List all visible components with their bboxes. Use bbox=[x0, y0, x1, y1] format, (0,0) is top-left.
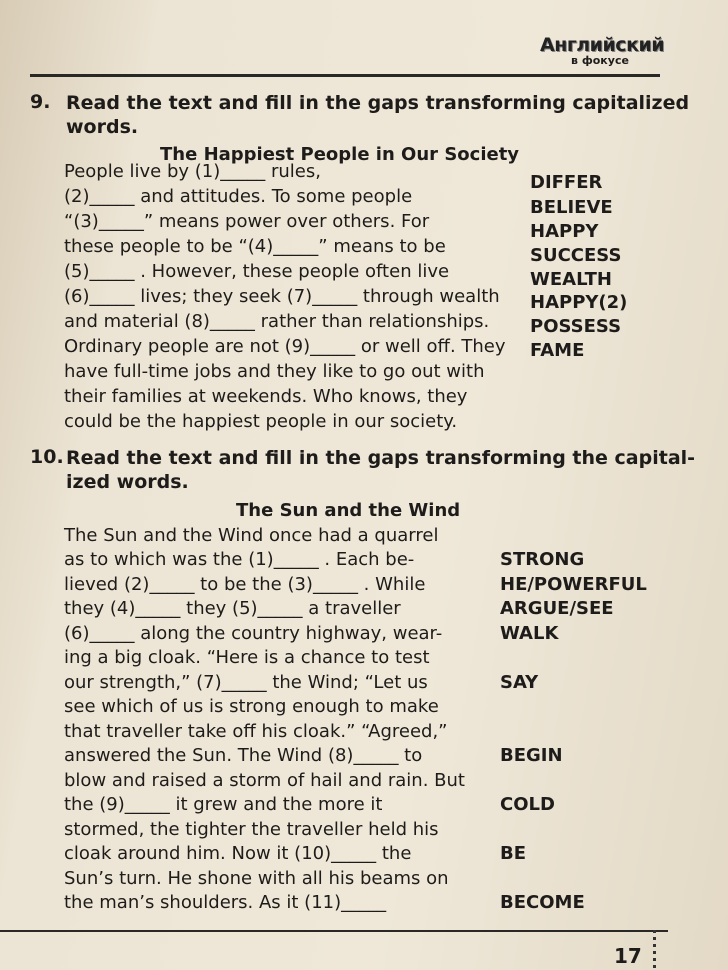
ex9-keyword: WEALTH bbox=[530, 269, 612, 290]
ex10-keyword: COLD bbox=[500, 794, 555, 815]
ex10-text-line: the man’s shoulders. As it (11)_____ bbox=[64, 892, 387, 913]
ex9-keyword: HAPPY(2) bbox=[530, 292, 628, 313]
ex9-keyword: FAME bbox=[530, 340, 585, 361]
ex10-keyword: SAY bbox=[500, 672, 539, 693]
exercise-9-title: The Happiest People in Our Society bbox=[160, 144, 520, 165]
ex10-text-line: The Sun and the Wind once had a quarrel bbox=[64, 525, 439, 546]
ex10-text-line: answered the Sun. The Wind (8)_____ to bbox=[64, 745, 423, 766]
ex9-text-line: (6)_____ lives; they seek (7)_____ through wealth bbox=[64, 286, 500, 307]
ex9-keyword: DIFFER bbox=[530, 172, 603, 193]
binding-dots bbox=[653, 930, 656, 970]
exercise-10-number: 10. bbox=[30, 446, 64, 468]
ex10-text-line: stormed, the tighter the traveller held his bbox=[64, 819, 439, 840]
header-divider bbox=[30, 74, 660, 77]
ex10-text-line: as to which was the (1)_____ . Each be- bbox=[64, 549, 415, 570]
ex10-text-line: the (9)_____ it grew and the more it bbox=[64, 794, 383, 815]
ex10-text-line: cloak around him. Now it (10)_____ the bbox=[64, 843, 412, 864]
ex10-text-line: (6)_____ along the country highway, wear- bbox=[64, 623, 443, 644]
ex10-keyword: WALK bbox=[500, 623, 559, 644]
ex10-keyword: BE bbox=[500, 843, 527, 864]
ex10-keyword: STRONG bbox=[500, 549, 585, 570]
ex10-keyword: HE/POWERFUL bbox=[500, 574, 647, 595]
exercise-9-instruction-line-1: Read the text and fill in the gaps transforming capitalized bbox=[66, 92, 690, 114]
ex9-keyword: POSSESS bbox=[530, 316, 622, 337]
brand-logo bbox=[540, 34, 665, 67]
ex10-keyword: BEGIN bbox=[500, 745, 563, 766]
ex9-text-line: (5)_____ . However, these people often live bbox=[64, 261, 450, 282]
ex9-text-line: People live by (1)_____ rules, bbox=[64, 161, 321, 182]
ex10-keyword: BECOME bbox=[500, 892, 585, 913]
ex9-keyword: BELIEVE bbox=[530, 197, 613, 218]
ex10-text-line: blow and raised a storm of hail and rain. But bbox=[64, 770, 465, 791]
exercise-9-number: 9. bbox=[30, 91, 51, 113]
exercise-10-instruction-line-2: ized words. bbox=[66, 471, 189, 493]
ex9-text-line: could be the happiest people in our society. bbox=[64, 411, 458, 432]
ex10-text-line: see which of us is strong enough to make bbox=[64, 696, 439, 717]
ex9-text-line: these people to be “(4)_____” means to be bbox=[64, 236, 446, 257]
ex10-text-line: they (4)_____ they (5)_____ a traveller bbox=[64, 598, 401, 619]
page-number: 17 bbox=[614, 944, 642, 968]
ex10-keyword: ARGUE/SEE bbox=[500, 598, 614, 619]
exercise-9-instruction-line-2: words. bbox=[66, 116, 139, 138]
ex9-text-line: have full-time jobs and they like to go out with bbox=[64, 361, 485, 382]
ex9-text-line: “(3)_____” means power over others. For bbox=[64, 211, 430, 232]
ex9-keyword: SUCCESS bbox=[530, 245, 622, 266]
logo-sub-text: в фокусе bbox=[571, 54, 629, 67]
ex10-text-line: our strength,” (7)_____ the Wind; “Let us bbox=[64, 672, 428, 693]
exercise-10-title: The Sun and the Wind bbox=[236, 500, 461, 521]
logo-main-text: Английский bbox=[540, 34, 665, 56]
ex10-text-line: Sun’s turn. He shone with all his beams on bbox=[64, 868, 449, 889]
ex9-text-line: (2)_____ and attitudes. To some people bbox=[64, 186, 413, 207]
ex10-text-line: ing a big cloak. “Here is a chance to test bbox=[64, 647, 430, 668]
ex9-text-line: and material (8)_____ rather than relationships. bbox=[64, 311, 490, 332]
ex9-text-line: Ordinary people are not (9)_____ or well off. They bbox=[64, 336, 506, 357]
footer-divider bbox=[0, 930, 668, 932]
ex9-keyword: HAPPY bbox=[530, 221, 599, 242]
ex10-text-line: that traveller take off his cloak.” “Agreed,” bbox=[64, 721, 448, 742]
exercise-10-instruction-line-1: Read the text and fill in the gaps transforming the capital- bbox=[66, 447, 696, 469]
ex9-text-line: their families at weekends. Who knows, they bbox=[64, 386, 468, 407]
ex10-text-line: lieved (2)_____ to be the (3)_____ . While bbox=[64, 574, 426, 595]
